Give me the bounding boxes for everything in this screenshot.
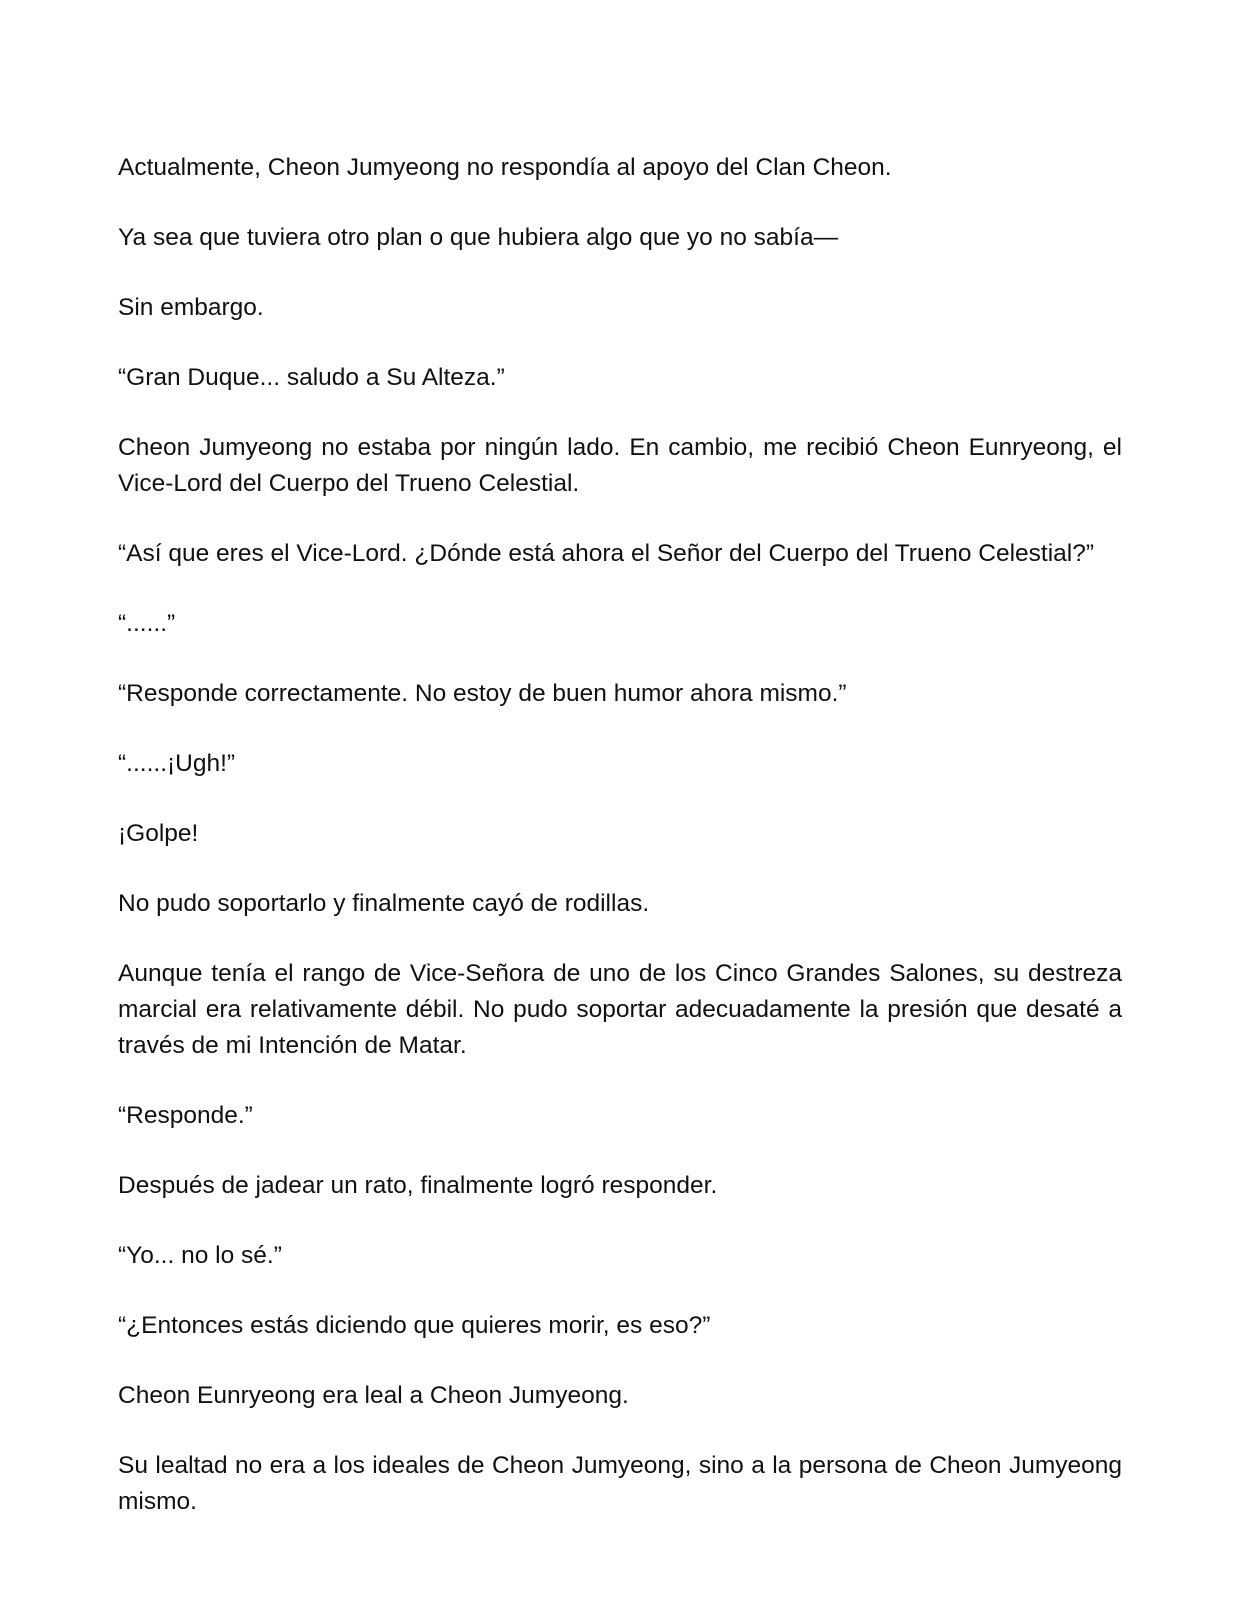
paragraph: ¡Golpe! bbox=[118, 820, 199, 847]
paragraph: “Responde.” bbox=[118, 1102, 253, 1129]
paragraph: Cheon Jumyeong no estaba por ningún lado. En cambio, me recibió Cheon Eunryeong, el Vice-Lord del Cuerpo del Trueno Celestial. bbox=[118, 434, 1122, 497]
paragraph: “Yo... no lo sé.” bbox=[118, 1242, 282, 1269]
paragraph: Actualmente, Cheon Jumyeong no respondía al apoyo del Clan Cheon. bbox=[118, 154, 892, 181]
paragraph: Después de jadear un rato, finalmente logró responder. bbox=[118, 1172, 718, 1199]
paragraph: Cheon Eunryeong era leal a Cheon Jumyeong. bbox=[118, 1382, 629, 1409]
paragraph: Ya sea que tuviera otro plan o que hubiera algo que yo no sabía— bbox=[118, 224, 839, 251]
document-body bbox=[118, 150, 1122, 1554]
paragraph: Su lealtad no era a los ideales de Cheon Jumyeong, sino a la persona de Cheon Jumyeong mismo. bbox=[118, 1452, 1122, 1515]
paragraph: Sin embargo. bbox=[118, 294, 264, 321]
paragraph: “Responde correctamente. No estoy de buen humor ahora mismo.” bbox=[118, 680, 847, 707]
paragraph: “¿Entonces estás diciendo que quieres morir, es eso?” bbox=[118, 1312, 711, 1339]
paragraph: “Así que eres el Vice-Lord. ¿Dónde está ahora el Señor del Cuerpo del Trueno Celestial?” bbox=[118, 540, 1095, 567]
paragraph: Aunque tenía el rango de Vice-Señora de uno de los Cinco Grandes Salones, su destreza marcial era relativamente débil. No pudo soportar adecuadamente la presión que desaté a través de mi Intención de Matar. bbox=[118, 960, 1122, 1059]
paragraph: “......¡Ugh!” bbox=[118, 750, 236, 777]
paragraph: “......” bbox=[118, 610, 176, 637]
paragraph: No pudo soportarlo y finalmente cayó de rodillas. bbox=[118, 890, 650, 917]
paragraph: “Gran Duque... saludo a Su Alteza.” bbox=[118, 364, 505, 391]
